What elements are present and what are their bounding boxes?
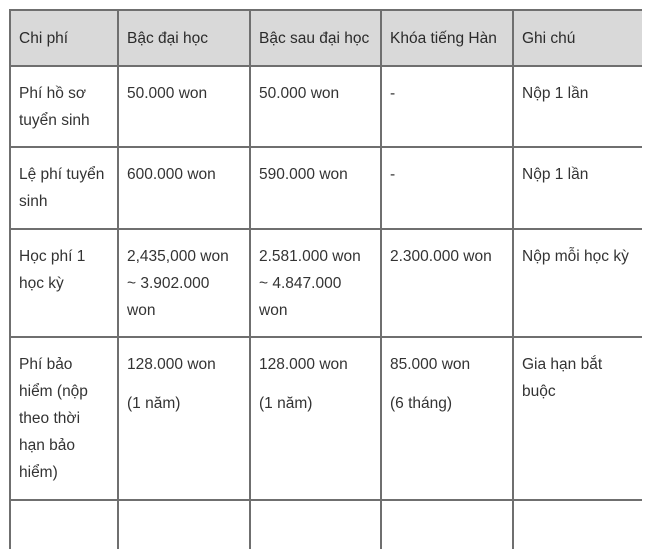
cell-korean-course (381, 147, 513, 229)
cell-text: theo thời (19, 410, 81, 427)
cell-text: Phí hồ sơ (19, 85, 87, 102)
cell-empty (250, 500, 381, 549)
cell-text: Học phí 1 (19, 248, 86, 265)
cell-empty (513, 500, 642, 549)
cell-korean-course (381, 66, 513, 147)
cell-text: - (390, 85, 396, 102)
header-row (10, 10, 642, 66)
cell-empty (10, 500, 118, 549)
cell-undergrad (118, 147, 250, 229)
header-graduate: Bậc sau đại học (250, 10, 381, 66)
cell-text: hiểm (nộp (19, 383, 88, 400)
cell-text: Gia hạn bắt (522, 356, 603, 373)
cell-text: tuyển sinh (19, 112, 90, 129)
cell-text: 50.000 won (127, 85, 208, 102)
table-row (10, 66, 642, 147)
cell-text: Nộp mỗi học kỳ (522, 248, 629, 265)
cell-korean-course (381, 229, 513, 337)
paragraph-gap (259, 378, 372, 390)
cell-undergrad (118, 229, 250, 337)
cell-text: hiểm) (19, 464, 58, 481)
cell-empty (118, 500, 250, 549)
cell-graduate (250, 66, 381, 147)
cell-cost (10, 147, 118, 229)
cell-text: 600.000 won (127, 166, 216, 183)
cell-text: sinh (19, 193, 48, 210)
cell-text: won (259, 302, 288, 319)
cell-text: 128.000 won (127, 356, 216, 373)
table-row (10, 337, 642, 500)
paragraph-gap (390, 378, 504, 390)
cell-note (513, 66, 642, 147)
header-note: Ghi chú (513, 10, 642, 66)
cell-text: 2,435,000 won (127, 248, 229, 265)
cell-undergrad (118, 337, 250, 500)
cell-text: 50.000 won (259, 85, 340, 102)
cell-cost (10, 229, 118, 337)
cell-cost (10, 337, 118, 500)
cell-text: 590.000 won (259, 166, 348, 183)
cell-text: Phí bảo (19, 356, 73, 373)
cell-text: 2.581.000 won (259, 248, 361, 265)
cell-text: 2.300.000 won (390, 248, 492, 265)
fee-table (9, 9, 642, 549)
cell-graduate (250, 147, 381, 229)
cell-text: ~ 3.902.000 (127, 275, 210, 292)
cell-text: buộc (522, 383, 556, 400)
cell-text: học kỳ (19, 275, 64, 292)
header-cost: Chi phí (10, 10, 118, 66)
cell-text: ~ 4.847.000 (259, 275, 342, 292)
cell-text: won (127, 302, 156, 319)
fee-table-container (9, 9, 642, 549)
header-korean-course: Khóa tiếng Hàn (381, 10, 513, 66)
cell-empty (381, 500, 513, 549)
cell-text: 85.000 won (390, 356, 471, 373)
header-undergrad: Bậc đại học (118, 10, 250, 66)
table-row-partial (10, 500, 642, 549)
cell-text: Nộp 1 lần (522, 85, 589, 102)
cell-cost (10, 66, 118, 147)
cell-graduate (250, 229, 381, 337)
cell-note (513, 337, 642, 500)
cell-text: - (390, 166, 396, 183)
paragraph-gap (127, 378, 241, 390)
cell-undergrad (118, 66, 250, 147)
cell-text: 128.000 won (259, 356, 348, 373)
cell-korean-course (381, 337, 513, 500)
table-row (10, 147, 642, 229)
cell-text: hạn bảo (19, 437, 76, 454)
table-row (10, 229, 642, 337)
cell-graduate (250, 337, 381, 500)
cell-text: (1 năm) (127, 395, 181, 412)
cell-note (513, 147, 642, 229)
cell-text: Lệ phí tuyển (19, 166, 105, 183)
cell-text: (6 tháng) (390, 395, 453, 412)
cell-note (513, 229, 642, 337)
cell-text: Nộp 1 lần (522, 166, 589, 183)
cell-text: (1 năm) (259, 395, 313, 412)
